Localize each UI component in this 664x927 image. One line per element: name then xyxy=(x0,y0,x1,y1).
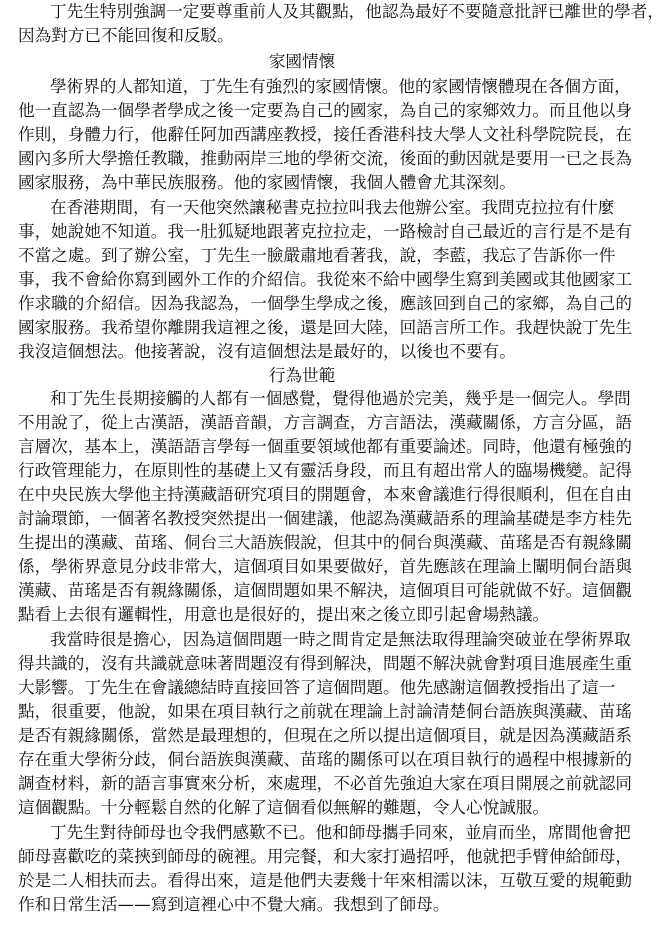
paragraph-line: 國家服務。我希望你離開我這裡之後，還是回大陸，回語言所工作。我趕快說丁先生 xyxy=(18,318,632,337)
paragraph-line: 不用說了，從上古漢語，漢語音韻，方言調查，方言語法，漢藏關係，方言分區，語 xyxy=(18,413,632,432)
paragraph-line: 丁先生對待師母也令我們感歎不已。他和師母攜手同來，並肩而坐，席間他會把 xyxy=(50,823,631,842)
paragraph-line: 漢藏、苗瑤是否有親緣關係，這個問題如果不解決，這個項目可能就做不好。這個觀 xyxy=(18,581,632,600)
paragraph-line: 我沒這個想法。他接著說，沒有這個想法是最好的，以後也不要有。 xyxy=(18,342,516,361)
paragraph-line: 言層次，基本上，漢語語言學每一個重要領域他都有重要論述。同時，他還有極強的 xyxy=(18,437,632,456)
paragraph-line: 存在重大學術分歧，侗台語族與漢藏、苗瑤的關係可以在項目執行的過程中根據新的 xyxy=(18,750,632,769)
paragraph-line: 係，學術界意見分歧非常大，這個項目如果要做好，首先應該在理論上闡明侗台語與 xyxy=(18,557,632,576)
paragraph-line: 事，我不會給你寫到國外工作的介紹信。我從來不給中國學生寫到美國或其他國家工 xyxy=(18,270,632,289)
paragraph-line: 他一直認為一個學者學成之後一定要為自己的國家，為自己的家鄉效力。而且他以身 xyxy=(18,101,632,120)
paragraph-line: 作求職的介紹信。因為我認為，一個學生學成之後，應該回到自己的家鄉，為自己的 xyxy=(18,294,632,313)
paragraph-line: 在香港期間，有一天他突然讓秘書克拉拉叫我去他辦公室。我問克拉拉有什麼 xyxy=(50,198,615,217)
section-heading-exemplary-conduct: 行為世範 xyxy=(268,366,336,385)
paragraph-line: 作和日常生活——寫到這裡心中不覺大痛。我想到了師母。 xyxy=(18,895,450,914)
paragraph-line: 是否有親緣關係，當然是最理想的，但現在之所以提出這個項目，就是因為漢藏語系 xyxy=(18,726,632,745)
paragraph-line: 和丁先生長期接觸的人都有一個感覺，覺得他過於完美，幾乎是一個完人。學問 xyxy=(50,389,631,408)
paragraph-line: 行政管理能力，在原則性的基礎上又有靈活身段，而且有超出常人的臨場機變。記得 xyxy=(18,461,632,480)
paragraph-line: 生提出的漢藏、苗瑤、侗台三大語族假說，但其中的侗台與漢藏、苗瑤是否有親緣關 xyxy=(18,533,632,552)
paragraph-line: 得共識的，沒有共識就意味著問題沒有得到解決，問題不解決就會對項目進展產生重 xyxy=(18,654,632,673)
paragraph-line: 國家服務，為中華民族服務。他的家國情懷，我個人體會尤其深刻。 xyxy=(18,173,516,192)
paragraph-line: 事，她說她不知道。我一肚狐疑地跟著克拉拉走，一路檢討自己最近的言行是不是有 xyxy=(18,222,632,241)
paragraph-line: 師母喜歡吃的菜挾到師母的碗裡。用完餐，和大家打過招呼，他就把手臂伸給師母， xyxy=(18,847,632,866)
paragraph-line: 這個觀點。十分輕鬆自然的化解了這個看似無解的難題，令人心悅誠服。 xyxy=(18,798,549,817)
paragraph-line: 作則，身體力行，他辭任阿加西講座教授，接任香港科技大學人文社科學院院長，在 xyxy=(18,125,632,144)
intro-line-2: 因為對方已不能回復和反駁。 xyxy=(18,26,234,45)
paragraph-line: 點看上去很有邏輯性，用意也是很好的，提出來之後立即引起會場熱議。 xyxy=(18,605,549,624)
paragraph-line: 不當之處。到了辦公室，丁先生一臉嚴肅地看著我，說，李藍，我忘了告訴你一件 xyxy=(18,246,616,265)
paragraph-line: 大影響。丁先生在會議總結時直接回答了這個問題。他先感謝這個教授指出了這一 xyxy=(18,678,616,697)
paragraph-line: 調查材料，新的語言事實來分析，來處理，不必首先強迫大家在項目開展之前就認同 xyxy=(18,774,632,793)
paragraph-line: 學術界的人都知道，丁先生有強烈的家國情懷。他的家國情懷體現在各個方面， xyxy=(50,77,631,96)
intro-line-1: 丁先生特別強調一定要尊重前人及其觀點，他認為最好不要隨意批評已離世的學者， xyxy=(50,2,664,21)
paragraph-line: 我當時很是擔心，因為這個問題一時之間肯定是無法取得理論突破並在學術界取 xyxy=(50,630,631,649)
paragraph-line: 在中央民族大學他主持漢藏語研究項目的開題會，本來會議進行得很順利，但在自由 xyxy=(18,485,632,504)
paragraph-line: 討論環節，一個著名教授突然提出一個建議，他認為漢藏語系的理論基礎是李方桂先 xyxy=(18,509,632,528)
paragraph-line: 於是二人相扶而去。看得出來，這是他們夫妻幾十年來相濡以沫，互敬互愛的規範動 xyxy=(18,871,632,890)
section-heading-family-nation: 家國情懷 xyxy=(268,52,336,71)
paragraph-line: 點，很重要，他說，如果在項目執行之前就在理論上討論清楚侗台語族與漢藏、苗瑤 xyxy=(18,702,632,721)
paragraph-line: 國內多所大學擔任教職，推動兩岸三地的學術交流，後面的動因就是要用一已之長為 xyxy=(18,149,632,168)
